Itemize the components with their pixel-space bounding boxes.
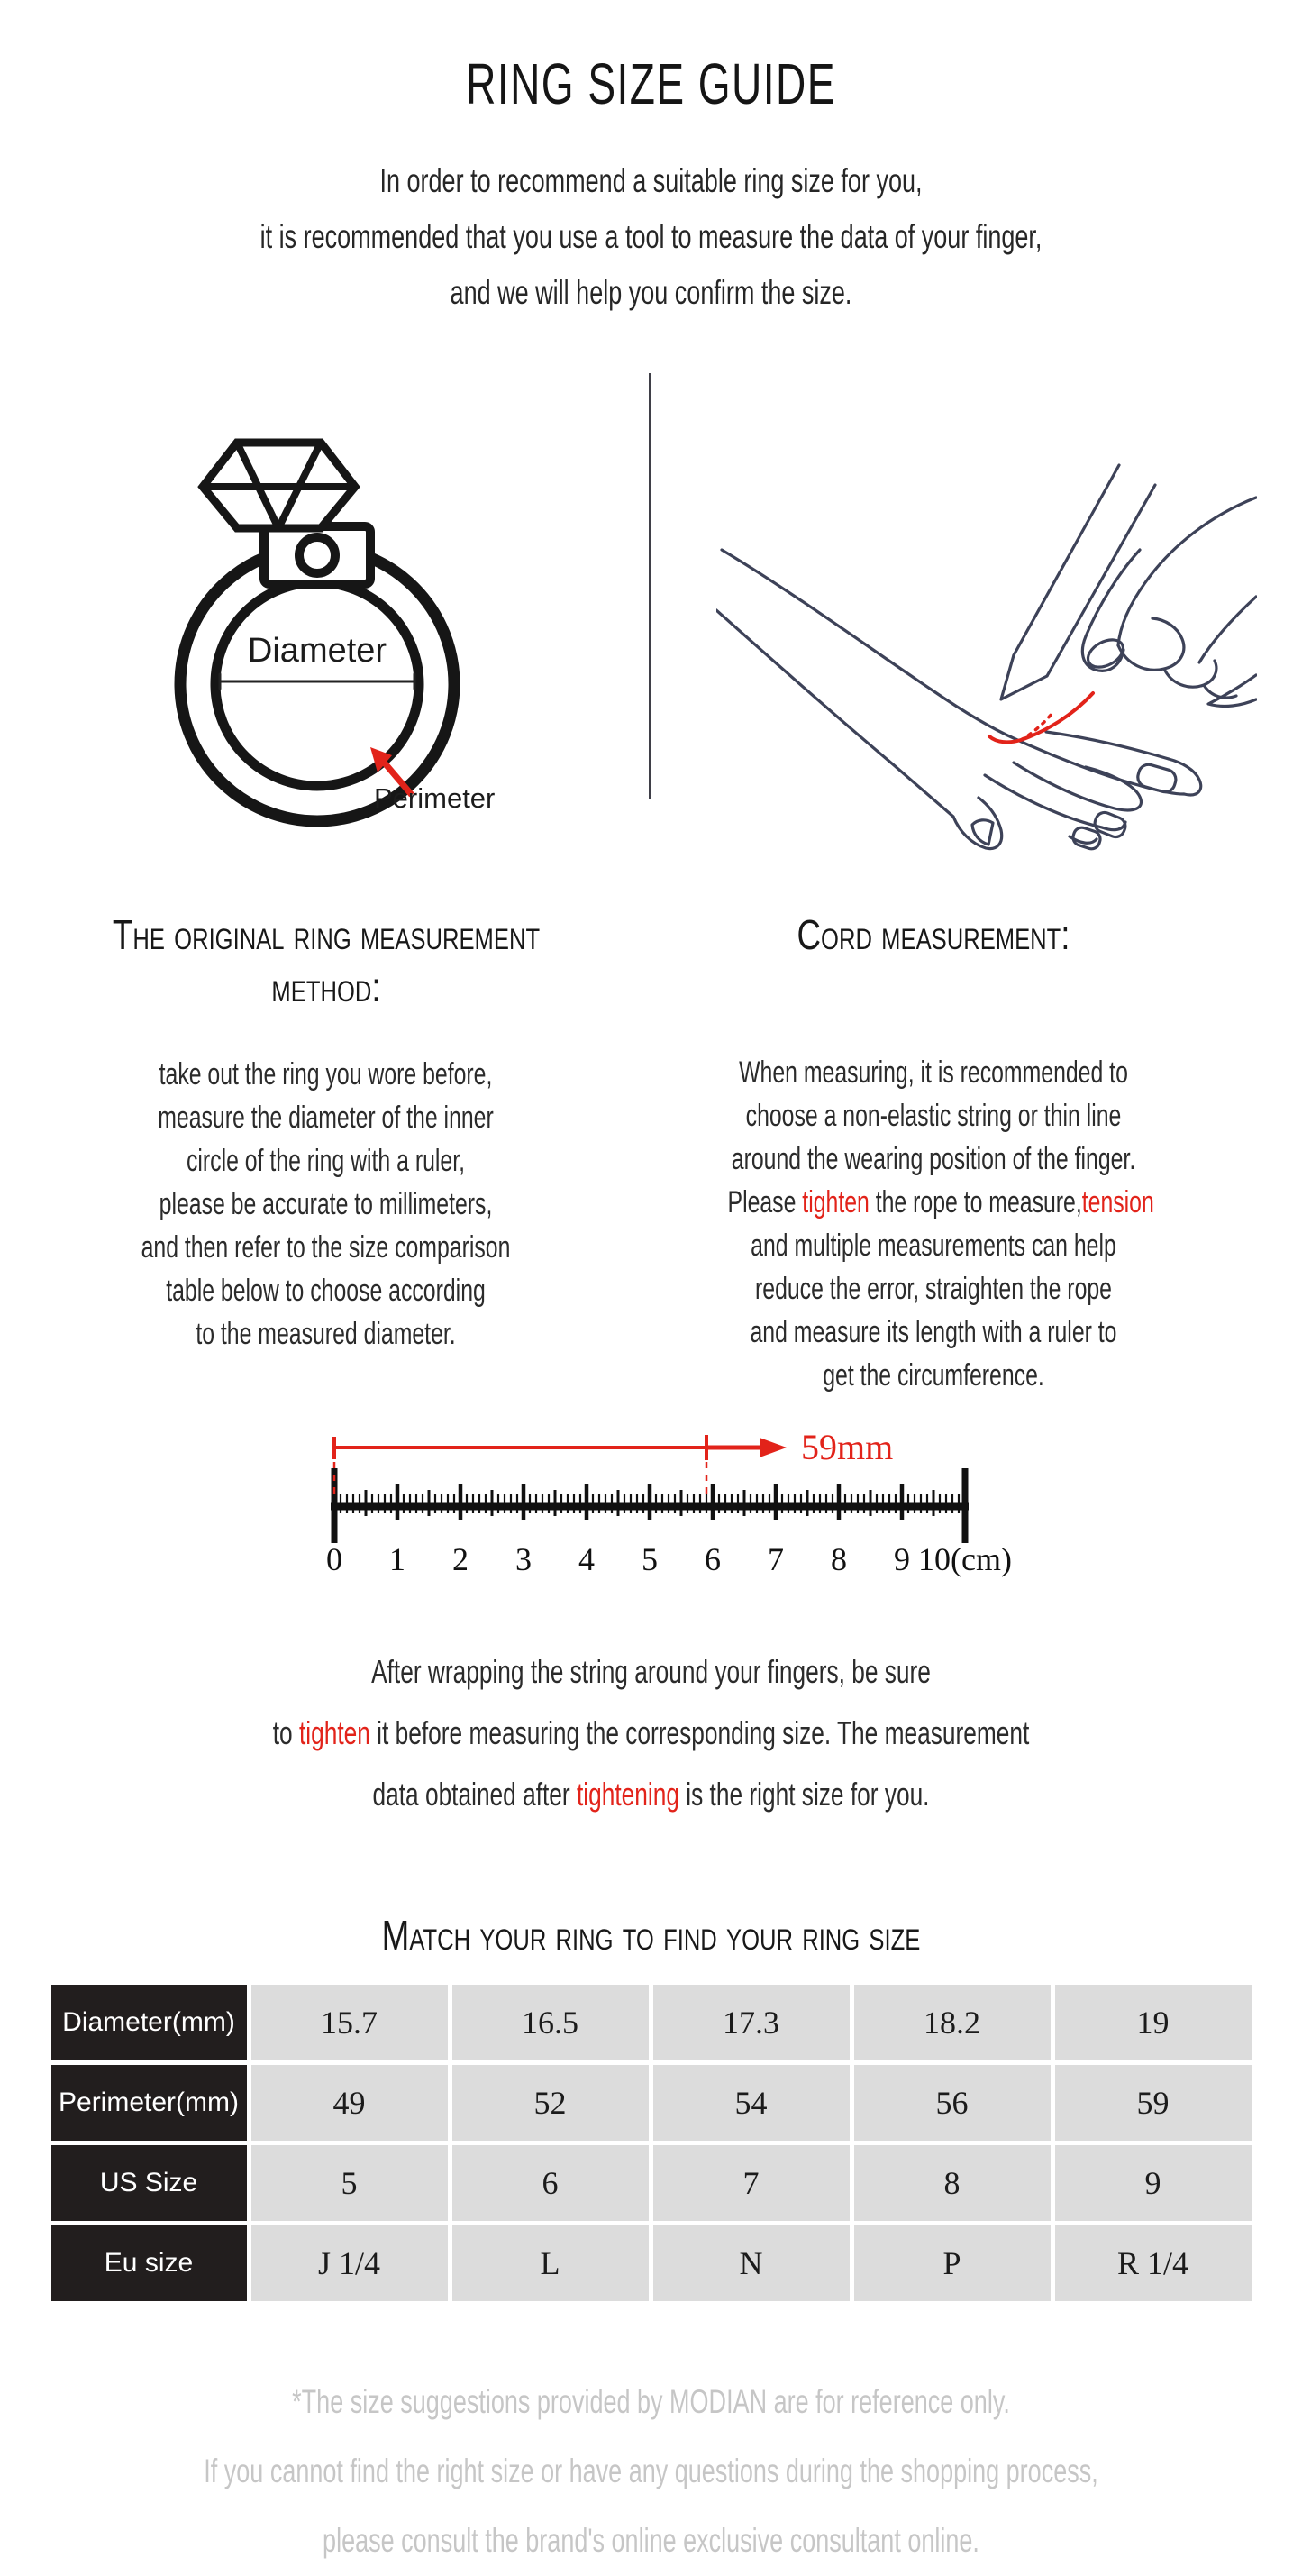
ruler-number-label: 3	[514, 1541, 532, 1577]
ring-finger-nail	[1135, 763, 1178, 795]
text-segment: When measuring, it is recommended to	[739, 1055, 1128, 1090]
pen-left-edge	[1014, 465, 1119, 655]
left-thumb	[953, 798, 1002, 849]
highlighted-word: tightening	[576, 1776, 679, 1813]
lower-finger-line	[985, 775, 1102, 827]
row-label-cell: Diameter(mm)	[51, 1985, 247, 2060]
left-thumb-nail	[972, 820, 993, 845]
text-segment: it before measuring the corresponding size. The measurement	[369, 1714, 1030, 1751]
table-cell: J 1/4	[251, 2225, 448, 2301]
ring-finger-bottom	[1046, 732, 1169, 759]
page-title: RING SIZE GUIDE	[466, 51, 836, 116]
table-row-us-size	[51, 2145, 1252, 2221]
text-segment: After wrapping the string around your fingers, be sure	[371, 1653, 931, 1690]
highlighted-word: tension	[1081, 1185, 1154, 1219]
text-segment: the rope to measure,	[869, 1185, 1082, 1219]
paragraph-line	[728, 1311, 1140, 1354]
table-cell: 15.7	[251, 1985, 448, 2060]
cord-measurement-paragraph	[651, 1051, 1216, 1397]
row-label-cell: Eu size	[51, 2225, 247, 2301]
table-cell: 5	[251, 2145, 448, 2221]
ruler-number-label: 6	[704, 1541, 721, 1577]
table-cell: P	[854, 2225, 1051, 2301]
column-divider	[649, 373, 651, 799]
size-table	[47, 1980, 1256, 2306]
table-cell: R 1/4	[1055, 2225, 1252, 2301]
table-cell: 8	[854, 2145, 1051, 2221]
table-cell: 7	[653, 2145, 850, 2221]
table-cell: 6	[452, 2145, 649, 2221]
text-segment: get the circumference.	[823, 1358, 1044, 1393]
right-wrist-top	[1199, 597, 1256, 662]
paragraph-line: and then refer to the size comparison	[141, 1230, 511, 1265]
paragraph-line	[176, 1703, 1126, 1764]
paragraph-line: measure the diameter of the inner	[158, 1101, 494, 1135]
text-segment: and measure its length with a ruler to	[750, 1315, 1117, 1349]
highlighted-word: tighten	[298, 1714, 370, 1751]
row-label-cell: Perimeter(mm)	[51, 2065, 247, 2141]
table-cell: L	[452, 2225, 649, 2301]
ruler-number-label: 10(cm)	[917, 1541, 1012, 1577]
paragraph-line	[176, 1764, 1126, 1825]
ruler-ticks	[326, 1468, 1012, 1577]
hand-measurement-illustration	[716, 463, 1257, 851]
ring-figure-column	[0, 373, 651, 842]
after-ruler-paragraph	[0, 1641, 1302, 1825]
original-ring-method-paragraph	[0, 1053, 651, 1356]
table-cell: 59	[1055, 2065, 1252, 2141]
original-ring-method-section	[0, 909, 651, 1397]
ruler-number-label: 4	[578, 1541, 595, 1577]
text-segment: to	[272, 1714, 299, 1751]
table-cell: 19	[1055, 1985, 1252, 2060]
row-label-cell: US Size	[51, 2145, 247, 2221]
cord-measurement-heading: Cord measurement:	[797, 911, 1070, 958]
footer-line: *The size suggestions provided by MODIAN are for reference only.	[292, 2383, 1010, 2420]
red-arrowhead	[760, 1438, 787, 1457]
ruler-number-label: 1	[388, 1541, 405, 1577]
text-segment: reduce the error, straighten the rope	[754, 1272, 1112, 1306]
pen-right-edge	[1047, 485, 1155, 676]
ring-diagram	[132, 391, 520, 842]
text-segment: choose a non-elastic string or thin line	[745, 1099, 1122, 1133]
text-segment: Please	[727, 1185, 803, 1219]
footer-line: If you cannot find the right size or have any questions during the shopping process,	[204, 2453, 1098, 2489]
footer-line: please consult the brand's online exclusive consultant online.	[323, 2522, 979, 2559]
table-row-diameter	[51, 1985, 1252, 2060]
intro-line: and we will help you confirm the size.	[450, 274, 852, 311]
left-arm-top-line	[722, 550, 1015, 739]
table-cell: 52	[452, 2065, 649, 2141]
ruler-number-label: 7	[767, 1541, 784, 1577]
text-segment: and multiple measurements can help	[751, 1229, 1116, 1263]
ruler-number-label: 0	[325, 1541, 342, 1577]
table-cell: 18.2	[854, 1985, 1051, 2060]
ruler-number-label: 9	[893, 1541, 910, 1577]
highlighted-word: tighten	[802, 1185, 870, 1219]
paragraph-line: table below to choose according	[166, 1274, 486, 1308]
intro-paragraph	[0, 153, 1302, 321]
paragraph-line	[728, 1354, 1140, 1397]
right-index-curl	[1118, 618, 1184, 670]
perimeter-label: Perimeter	[373, 782, 495, 814]
hand-figure-column	[651, 373, 1302, 842]
table-cell: 17.3	[653, 1985, 850, 2060]
ruler-diagram	[325, 1419, 1046, 1579]
paragraph-line	[728, 1137, 1140, 1181]
cord-measurement-section	[651, 909, 1302, 1397]
paragraph-line	[728, 1224, 1140, 1267]
measurement-value-label: 59mm	[800, 1427, 893, 1467]
size-table-heading: Match your ring to find your ring size	[381, 1912, 921, 1959]
intro-line: it is recommended that you use a tool to measure the data of your finger,	[259, 218, 1043, 255]
illustrations-row	[0, 373, 1302, 842]
right-wrist-bottom	[1208, 675, 1256, 706]
paragraph-line: circle of the ring with a ruler,	[186, 1144, 465, 1178]
left-arm-bottom-line	[716, 610, 953, 817]
footer-disclaimer	[0, 2367, 1302, 2575]
paragraph-line	[176, 1641, 1126, 1703]
table-cell: 49	[251, 2065, 448, 2141]
right-hand-back	[1118, 498, 1256, 645]
methods-row	[0, 909, 1302, 1397]
pen-tip	[1001, 655, 1047, 699]
table-cell: 54	[653, 2065, 850, 2141]
ruler-number-label: 5	[641, 1541, 658, 1577]
ruler-number-label: 8	[830, 1541, 847, 1577]
paragraph-line	[728, 1051, 1140, 1094]
diameter-measure-line	[220, 674, 414, 689]
ruler-section	[0, 1419, 1302, 1584]
table-cell: 16.5	[452, 1985, 649, 2060]
paragraph-line	[728, 1094, 1140, 1137]
diameter-label: Diameter	[247, 632, 387, 670]
text-segment: around the wearing position of the finger.	[731, 1142, 1136, 1176]
table-cell: 56	[854, 2065, 1051, 2141]
paragraph-line	[728, 1267, 1140, 1311]
original-ring-method-heading: The original ring measurement method:	[112, 911, 540, 1010]
paragraph-line: please be accurate to millimeters,	[159, 1187, 493, 1221]
text-segment: data obtained after	[372, 1776, 577, 1813]
lower-fingertip-curve	[1102, 822, 1125, 830]
table-row-perimeter	[51, 2065, 1252, 2141]
table-row-eu-size	[51, 2225, 1252, 2301]
paragraph-line: to the measured diameter.	[196, 1317, 456, 1351]
table-cell: 9	[1055, 2145, 1252, 2221]
ring-stone-hole	[299, 537, 335, 573]
intro-line: In order to recommend a suitable ring size for you,	[379, 162, 923, 199]
ruler-number-label: 2	[451, 1541, 469, 1577]
table-cell: N	[653, 2225, 850, 2301]
paragraph-line	[727, 1181, 1154, 1224]
paragraph-line: take out the ring you wore before,	[159, 1057, 493, 1092]
text-segment: is the right size for you.	[678, 1776, 930, 1813]
